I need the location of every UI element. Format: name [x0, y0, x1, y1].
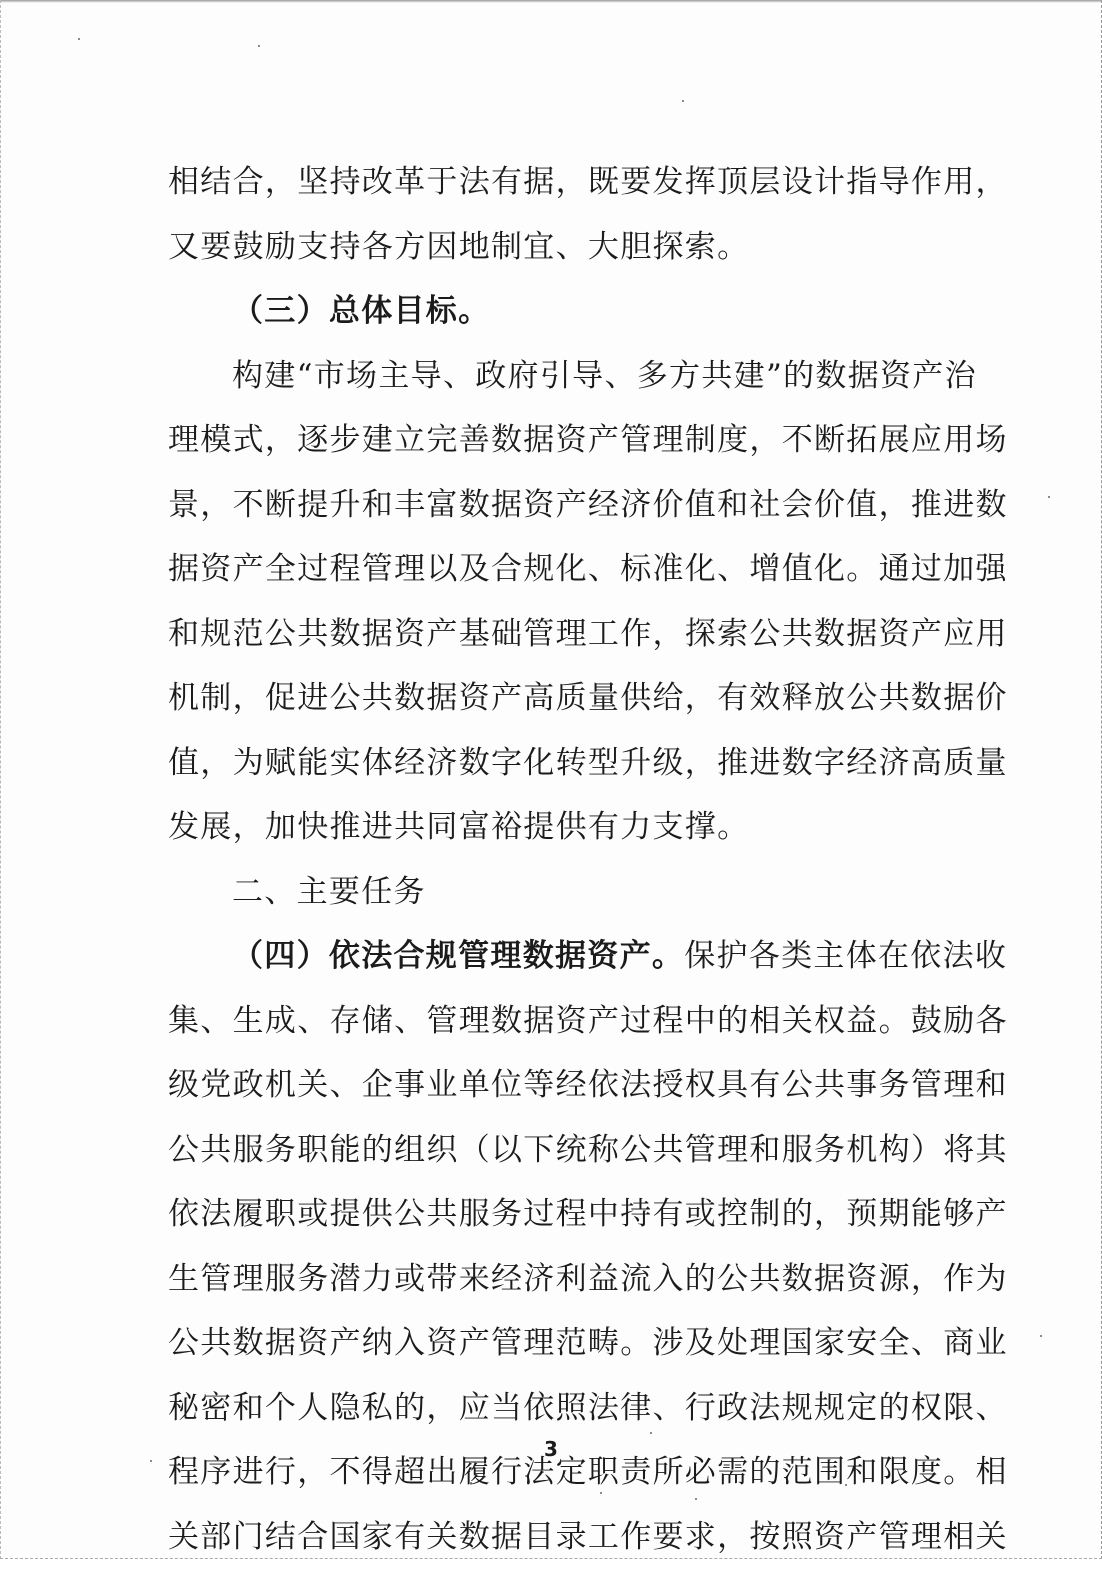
subsection-heading: （三）总体目标。	[168, 279, 933, 344]
subsection-heading: （四）依法合规管理数据资产。	[232, 938, 684, 974]
scan-edge-top	[0, 0, 1102, 3]
scan-speck	[1040, 1335, 1042, 1337]
text-line: 程序进行，不得超出履行法定职责所必需的范围和限度。相	[168, 1440, 933, 1505]
text-line: 集、生成、存储、管理数据资产过程中的相关权益。鼓励各	[168, 989, 933, 1054]
text-line: 又要鼓励支持各方因地制宜、大胆探索。	[168, 215, 933, 280]
text-line: 依法履职或提供公共服务过程中持有或控制的，预期能够产	[168, 1182, 933, 1247]
scan-edge-left	[0, 0, 3, 1559]
scan-speck	[682, 100, 684, 102]
text-line: 据资产全过程管理以及合规化、标准化、增值化。通过加强	[168, 537, 933, 602]
body-text	[168, 150, 933, 1569]
text-line: 构建“市场主导、政府引导、多方共建”的数据资产治	[168, 344, 933, 409]
text-line: 景，不断提升和丰富数据资产经济价值和社会价值，推进数	[168, 473, 933, 538]
text-line: 生管理服务潜力或带来经济利益流入的公共数据资源，作为	[168, 1247, 933, 1312]
text-line: 和规范公共数据资产基础管理工作，探索公共数据资产应用	[168, 602, 933, 667]
text-line: 发展，加快推进共同富裕提供有力支撑。	[168, 795, 933, 860]
scan-speck	[150, 1460, 152, 1462]
text-line	[168, 924, 933, 989]
text-line: 级党政机关、企事业单位等经依法授权具有公共事务管理和	[168, 1053, 933, 1118]
scan-speck	[78, 38, 80, 40]
text-line: 公共数据资产纳入资产管理范畴。涉及处理国家安全、商业	[168, 1311, 933, 1376]
text-line: 关部门结合国家有关数据目录工作要求，按照资产管理相关	[168, 1505, 933, 1569]
text-run: 保护各类主体在依法收	[684, 938, 1007, 974]
text-line: 值，为赋能实体经济数字化转型升级，推进数字经济高质量	[168, 731, 933, 796]
text-line: 秘密和个人隐私的，应当依照法律、行政法规规定的权限、	[168, 1376, 933, 1441]
section-heading: 二、主要任务	[168, 860, 933, 925]
page-number: 3	[538, 1437, 564, 1461]
text-line: 理模式，逐步建立完善数据资产管理制度，不断拓展应用场	[168, 408, 933, 473]
scan-speck	[1048, 496, 1050, 498]
text-line: 机制，促进公共数据资产高质量供给，有效释放公共数据价	[168, 666, 933, 731]
text-line: 公共服务职能的组织（以下统称公共管理和服务机构）将其	[168, 1118, 933, 1183]
text-line: 相结合，坚持改革于法有据，既要发挥顶层设计指导作用，	[168, 150, 933, 215]
scan-speck	[258, 45, 260, 47]
